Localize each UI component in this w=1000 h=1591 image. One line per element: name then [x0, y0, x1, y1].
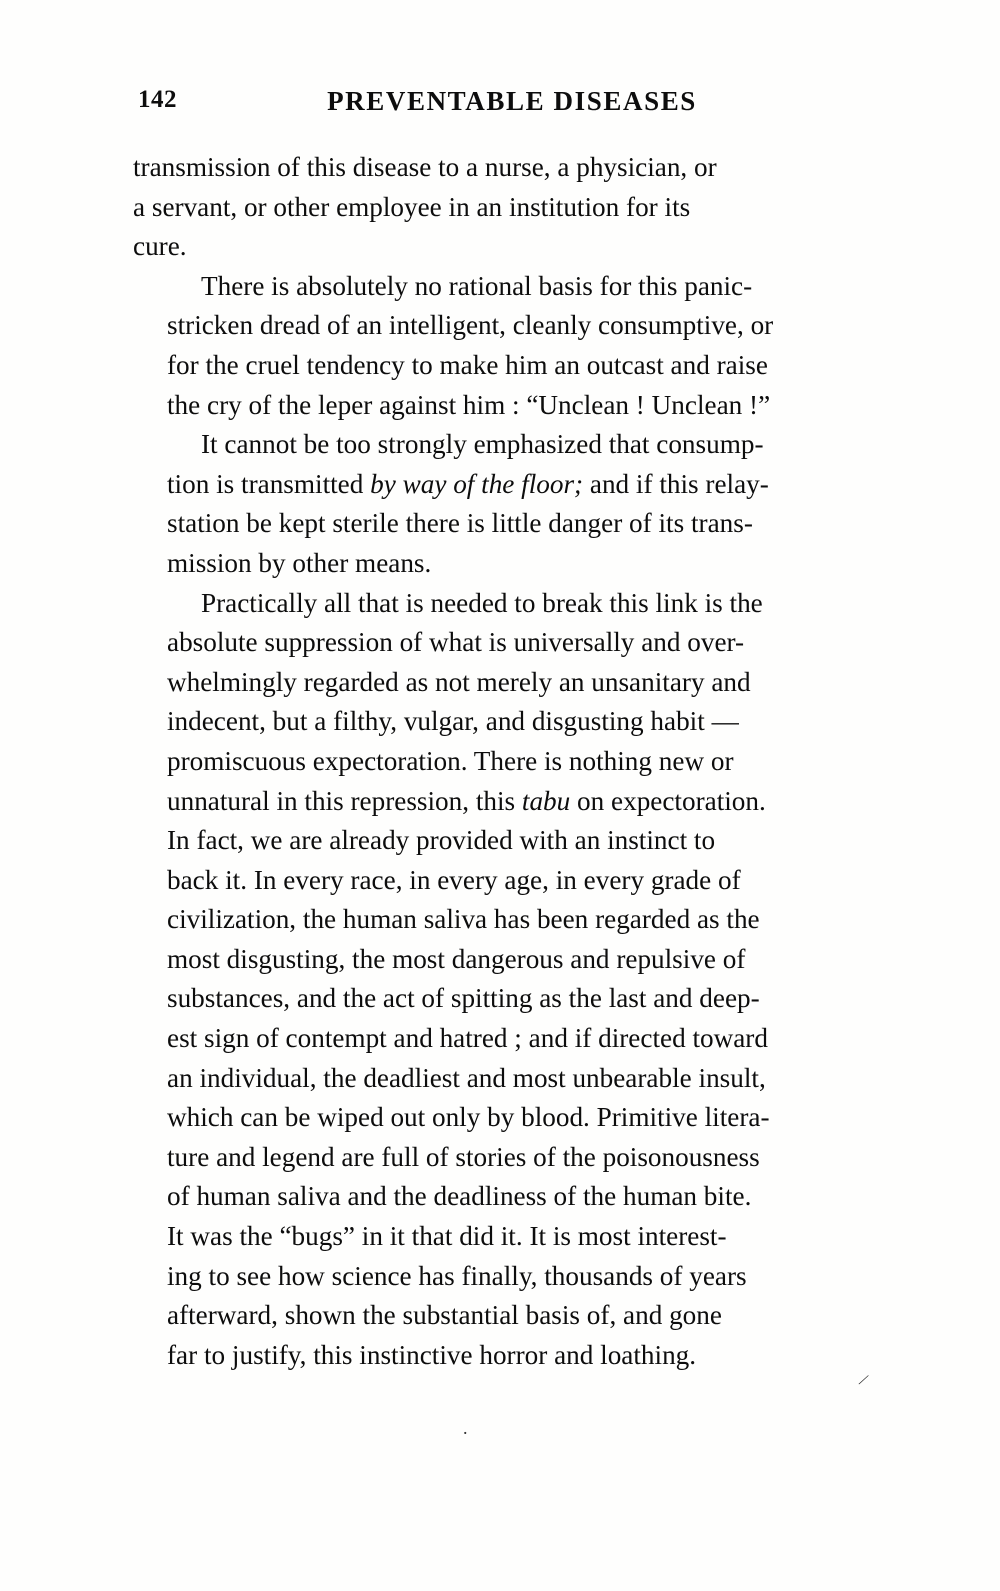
text-line: whelmingly regarded as not merely an unsanitary and: [167, 666, 751, 697]
text-line: ture and legend are full of stories of the poisonousness: [167, 1141, 760, 1172]
running-head-title: PREVENTABLE DISEASES: [327, 86, 697, 116]
text-line: a servant, or other employee in an institution for its: [133, 191, 691, 222]
text-line: stricken dread of an intelligent, cleanly consumptive, or: [167, 310, 774, 341]
text-line: est sign of contempt and hatred ; and if directed toward: [167, 1023, 768, 1054]
text-line: of human saliva and the deadliness of the human bite.: [167, 1181, 752, 1212]
paragraph: [133, 425, 855, 583]
text-line: tion is transmitted by way of the floor; and if this relay-: [167, 468, 769, 499]
margin-pen-mark: ⁄: [860, 1371, 867, 1390]
text-line: It was the “bugs” in it that did it. It is most interest-: [167, 1221, 727, 1252]
text-line: for the cruel tendency to make him an outcast and raise: [167, 349, 768, 380]
page-header: [138, 86, 862, 120]
text-line: There is absolutely no rational basis for this panic-: [201, 270, 753, 301]
body-text-block: [133, 148, 855, 1375]
text-line: afterward, shown the substantial basis of, and gone: [167, 1300, 722, 1331]
paragraph: [133, 584, 855, 1376]
text-line: far to justify, this instinctive horror and loathing.: [167, 1339, 697, 1370]
paragraph: [133, 148, 855, 267]
text-line: indecent, but a filthy, vulgar, and disgusting habit —: [167, 706, 739, 737]
text-line: unnatural in this repression, this tabu on expectoration.: [167, 785, 766, 816]
text-line: which can be wiped out only by blood. Primitive litera-: [167, 1102, 770, 1133]
text-line: ing to see how science has finally, thousands of years: [167, 1260, 747, 1291]
text-line: promiscuous expectoration. There is nothing new or: [167, 745, 734, 776]
text-line: most disgusting, the most dangerous and repulsive of: [167, 943, 746, 974]
text-line: absolute suppression of what is universally and over-: [167, 627, 745, 658]
text-line: Practically all that is needed to break this link is the: [201, 587, 763, 618]
text-line: transmission of this disease to a nurse, a physician, or: [133, 152, 717, 182]
italic-phrase: tabu: [521, 785, 571, 816]
text-line: cure.: [133, 231, 187, 262]
page-number: 142: [138, 86, 177, 113]
text-line: mission by other means.: [167, 547, 432, 578]
paragraph: [133, 267, 855, 425]
text-line: civilization, the human saliva has been regarded as the: [167, 904, 760, 935]
text-line: substances, and the act of spitting as the last and deep-: [167, 983, 760, 1014]
text-line: It cannot be too strongly emphasized that consump-: [201, 429, 764, 460]
text-line: an individual, the deadliest and most unbearable insult,: [167, 1062, 766, 1093]
bottom-page-mark: .: [463, 1418, 468, 1438]
text-line: back it. In every race, in every age, in every grade of: [167, 864, 741, 895]
text-line: In fact, we are already provided with an instinct to: [167, 825, 716, 856]
italic-phrase: by way of the floor;: [370, 468, 584, 499]
text-line: station be kept sterile there is little danger of its trans-: [167, 508, 753, 539]
text-line: the cry of the leper against him : “Unclean ! Unclean !”: [167, 389, 771, 420]
